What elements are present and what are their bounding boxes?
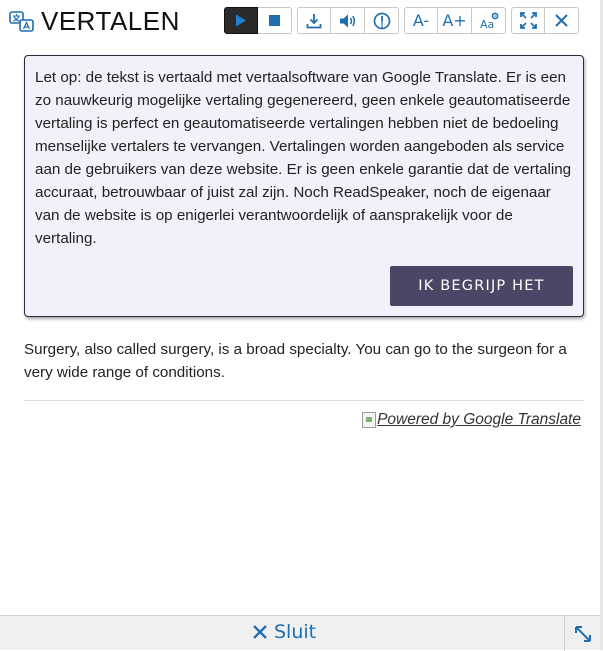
svg-text:Aa: Aa: [479, 17, 494, 30]
toolbar: [224, 7, 584, 34]
stop-icon: [269, 15, 280, 26]
text-settings-button[interactable]: [472, 7, 506, 34]
volume-button[interactable]: [331, 7, 365, 34]
translation-disclaimer: [24, 55, 584, 317]
font-smaller-label: A-: [412, 11, 430, 30]
font-larger-button[interactable]: [438, 7, 472, 34]
resize-icon: [574, 625, 592, 643]
acknowledge-button[interactable]: IK BEGRIJP HET: [390, 266, 573, 306]
stop-button[interactable]: [258, 7, 292, 34]
download-button[interactable]: [297, 7, 331, 34]
volume-icon: [339, 13, 357, 29]
panel-header: [0, 0, 600, 44]
resize-button[interactable]: [564, 616, 600, 651]
powered-by-google-link[interactable]: [362, 411, 581, 429]
speed-icon: [373, 12, 391, 30]
panel-footer: [0, 615, 600, 650]
disclaimer-text: Let op: de tekst is vertaald met vertaalsoftware van Google Translate. Er is een zo nauwkeurig mogelijke vertaling gegenereerd, geen enkele geautomatiseerde vertaling is perfect en geautomatiseerde vertalingen hebben niet de bedoeling menselijke vertalers te vervangen. Vertalingen worden aangeboden als service aan de gebruikers van deze website. Er is geen enkele garantie dat de vertaling accuraat, betrouwbaar of juist zal zijn. Noch ReadSpeaker, noch de eigenaar van de website is op enigerlei verantwoordelijk of aansprakelijk voor de vertaling.: [35, 69, 572, 247]
playback-group: [224, 7, 293, 34]
window-group: [511, 7, 580, 34]
font-group: [404, 7, 507, 34]
close-icon: [252, 624, 268, 640]
play-icon: [235, 14, 247, 27]
divider: [24, 400, 584, 401]
fullscreen-button[interactable]: [511, 7, 545, 34]
translated-text: Surgery, also called surgery, is a broad specialty. You can go to the surgeon for a very wide range of conditions.: [24, 341, 567, 381]
font-larger-label: A+: [442, 11, 467, 30]
translate-icon: [9, 11, 35, 33]
font-smaller-button[interactable]: [404, 7, 438, 34]
download-icon: [306, 13, 322, 29]
broken-image-icon: [362, 412, 376, 428]
close-panel-button[interactable]: [545, 7, 579, 34]
close-icon: [555, 14, 568, 27]
sluit-button[interactable]: [252, 621, 316, 643]
speed-button[interactable]: [365, 7, 399, 34]
fullscreen-icon: [520, 12, 537, 29]
audio-group: [297, 7, 400, 34]
sluit-label: Sluit: [274, 621, 317, 643]
panel-title: VERTALEN: [41, 6, 180, 36]
text-settings-icon: [479, 12, 499, 30]
powered-by-label: Powered by Google Translate: [377, 411, 581, 428]
play-button[interactable]: [224, 7, 258, 34]
